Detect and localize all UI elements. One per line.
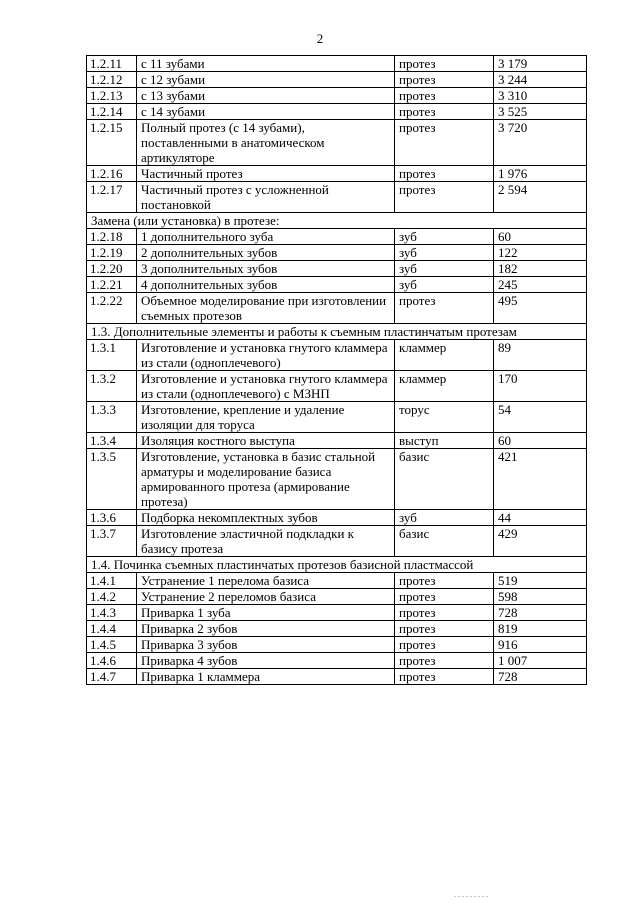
item-unit: протез — [395, 637, 494, 653]
item-price: 728 — [494, 669, 587, 685]
item-price: 1 007 — [494, 653, 587, 669]
table-row — [87, 104, 587, 120]
table-row — [87, 589, 587, 605]
item-code: 1.4.7 — [87, 669, 137, 685]
item-unit: протез — [395, 56, 494, 72]
table-row — [87, 166, 587, 182]
table-row — [87, 653, 587, 669]
item-name: Приварка 1 зуба — [137, 605, 395, 621]
item-price: 519 — [494, 573, 587, 589]
item-unit: зуб — [395, 245, 494, 261]
item-name: Объемное моделирование при изготовлении съемных протезов — [137, 293, 395, 324]
table-row — [87, 340, 587, 371]
table-row — [87, 573, 587, 589]
item-price: 170 — [494, 371, 587, 402]
item-code: 1.3.1 — [87, 340, 137, 371]
table-row — [87, 245, 587, 261]
item-unit: выступ — [395, 433, 494, 449]
item-code: 1.3.3 — [87, 402, 137, 433]
price-table — [86, 55, 587, 685]
item-name: Изготовление, крепление и удаление изоляции для торуса — [137, 402, 395, 433]
item-code: 1.2.17 — [87, 182, 137, 213]
item-price: 182 — [494, 261, 587, 277]
table-row — [87, 120, 587, 166]
item-price: 728 — [494, 605, 587, 621]
table-row — [87, 433, 587, 449]
item-name: 1 дополнительного зуба — [137, 229, 395, 245]
item-unit: протез — [395, 653, 494, 669]
item-name: Изоляция костного выступа — [137, 433, 395, 449]
item-price: 2 594 — [494, 182, 587, 213]
item-code: 1.2.22 — [87, 293, 137, 324]
item-unit: базис — [395, 526, 494, 557]
item-code: 1.2.13 — [87, 88, 137, 104]
item-unit: зуб — [395, 229, 494, 245]
item-name: 3 дополнительных зубов — [137, 261, 395, 277]
scan-mark: . . . . . . . . . — [454, 890, 488, 899]
item-price: 1 976 — [494, 166, 587, 182]
item-price: 54 — [494, 402, 587, 433]
table-row — [87, 526, 587, 557]
item-name: Изготовление и установка гнутого кламмера из стали (одноплечевого) с МЗНП — [137, 371, 395, 402]
price-table-body — [87, 56, 587, 685]
section-title: 1.4. Починка съемных пластинчатых протезов базисной пластмассой — [87, 557, 587, 573]
item-name: с 11 зубами — [137, 56, 395, 72]
table-row — [87, 72, 587, 88]
item-price: 245 — [494, 277, 587, 293]
item-unit: кламмер — [395, 340, 494, 371]
item-price: 495 — [494, 293, 587, 324]
section-title: 1.3. Дополнительные элементы и работы к съемным пластинчатым протезам — [87, 324, 587, 340]
item-code: 1.2.18 — [87, 229, 137, 245]
item-code: 1.3.2 — [87, 371, 137, 402]
table-row — [87, 88, 587, 104]
item-name: Устранение 1 перелома базиса — [137, 573, 395, 589]
item-code: 1.2.12 — [87, 72, 137, 88]
item-unit: протез — [395, 104, 494, 120]
item-unit: протез — [395, 120, 494, 166]
item-price: 3 310 — [494, 88, 587, 104]
item-unit: торус — [395, 402, 494, 433]
item-price: 44 — [494, 510, 587, 526]
item-unit: протез — [395, 621, 494, 637]
item-code: 1.2.19 — [87, 245, 137, 261]
item-unit: зуб — [395, 277, 494, 293]
section-header-row — [87, 557, 587, 573]
item-name: Частичный протез — [137, 166, 395, 182]
item-code: 1.3.5 — [87, 449, 137, 510]
item-name: 2 дополнительных зубов — [137, 245, 395, 261]
item-unit: протез — [395, 573, 494, 589]
item-price: 122 — [494, 245, 587, 261]
item-name: Устранение 2 переломов базиса — [137, 589, 395, 605]
table-row — [87, 293, 587, 324]
item-name: Приварка 2 зубов — [137, 621, 395, 637]
item-unit: протез — [395, 72, 494, 88]
page-number: 2 — [316, 31, 324, 46]
item-code: 1.4.6 — [87, 653, 137, 669]
item-unit: кламмер — [395, 371, 494, 402]
table-row — [87, 56, 587, 72]
item-code: 1.2.15 — [87, 120, 137, 166]
item-code: 1.2.21 — [87, 277, 137, 293]
item-code: 1.3.7 — [87, 526, 137, 557]
item-code: 1.4.4 — [87, 621, 137, 637]
item-name: Приварка 1 кламмера — [137, 669, 395, 685]
table-row — [87, 277, 587, 293]
item-name: Подборка некомплектных зубов — [137, 510, 395, 526]
item-code: 1.3.4 — [87, 433, 137, 449]
section-header-row — [87, 324, 587, 340]
table-row — [87, 449, 587, 510]
item-unit: зуб — [395, 510, 494, 526]
item-price: 3 525 — [494, 104, 587, 120]
subheader-row — [87, 213, 587, 229]
item-code: 1.4.1 — [87, 573, 137, 589]
item-unit: протез — [395, 293, 494, 324]
table-row — [87, 229, 587, 245]
item-name: Изготовление эластичной подкладки к базису протеза — [137, 526, 395, 557]
table-row — [87, 605, 587, 621]
table-row — [87, 261, 587, 277]
item-name: Изготовление и установка гнутого кламмера из стали (одноплечевого) — [137, 340, 395, 371]
item-code: 1.2.14 — [87, 104, 137, 120]
item-code: 1.2.20 — [87, 261, 137, 277]
item-price: 89 — [494, 340, 587, 371]
table-row — [87, 182, 587, 213]
item-price: 60 — [494, 433, 587, 449]
item-price: 598 — [494, 589, 587, 605]
item-code: 1.4.3 — [87, 605, 137, 621]
item-unit: протез — [395, 166, 494, 182]
item-code: 1.2.11 — [87, 56, 137, 72]
table-row — [87, 669, 587, 685]
table-row — [87, 510, 587, 526]
table-row — [87, 371, 587, 402]
item-code: 1.4.5 — [87, 637, 137, 653]
item-name: 4 дополнительных зубов — [137, 277, 395, 293]
item-name: Изготовление, установка в базис стальной арматуры и моделирование базиса армированного протеза (армирование протеза) — [137, 449, 395, 510]
table-row — [87, 621, 587, 637]
item-name: Частичный протез с усложненной постановкой — [137, 182, 395, 213]
item-code: 1.4.2 — [87, 589, 137, 605]
table-row — [87, 637, 587, 653]
item-code: 1.3.6 — [87, 510, 137, 526]
item-name: с 13 зубами — [137, 88, 395, 104]
item-code: 1.2.16 — [87, 166, 137, 182]
item-unit: базис — [395, 449, 494, 510]
item-price: 916 — [494, 637, 587, 653]
item-unit: протез — [395, 88, 494, 104]
item-price: 3 244 — [494, 72, 587, 88]
item-price: 60 — [494, 229, 587, 245]
table-row — [87, 402, 587, 433]
item-price: 3 179 — [494, 56, 587, 72]
item-name: с 12 зубами — [137, 72, 395, 88]
item-unit: зуб — [395, 261, 494, 277]
item-price: 421 — [494, 449, 587, 510]
item-unit: протез — [395, 589, 494, 605]
item-unit: протез — [395, 669, 494, 685]
item-unit: протез — [395, 605, 494, 621]
item-name: Приварка 3 зубов — [137, 637, 395, 653]
item-price: 429 — [494, 526, 587, 557]
item-name: Приварка 4 зубов — [137, 653, 395, 669]
subsection-title: Замена (или установка) в протезе: — [87, 213, 587, 229]
item-price: 3 720 — [494, 120, 587, 166]
item-name: Полный протез (с 14 зубами), поставленными в анатомическом артикуляторе — [137, 120, 395, 166]
item-name: с 14 зубами — [137, 104, 395, 120]
item-price: 819 — [494, 621, 587, 637]
item-unit: протез — [395, 182, 494, 213]
